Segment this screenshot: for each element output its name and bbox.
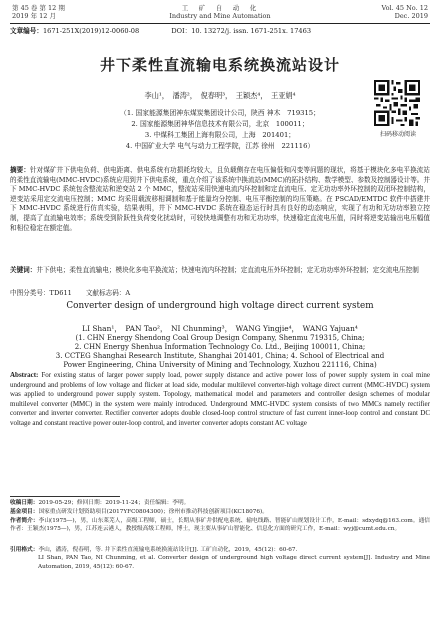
paper-title-en: Converter design of underground high voltage direct current system: [66, 301, 374, 311]
journal-name-en: Industry and Mine Automation: [169, 12, 271, 20]
affiliation-en-1: (1. CHN Energy Shendong Coal Group Design Company, Shenmu 719315, China;: [75, 334, 365, 342]
journal-volume-info-en: [382, 4, 428, 20]
footnote-label: 作者简介：: [10, 518, 39, 524]
footnote-text: 李山(1975—)，男，山东莱芜人，高级工程师，硕士，长期从事矿井供配电系统、输电线路、智能矿山规划设计工作，E-mail：sdxydq@163.com。通信作者：王颖杰(1975—)，男，江苏连云港人，教授级高级工程师，博士，现主要从事矿山智能化、信息化方面的研究工作，E-mail：wyj@cumt.edu.cn。: [10, 518, 430, 533]
article-number-label: 文章编号：: [10, 27, 43, 35]
abstract-cn-label: 摘要：: [10, 166, 31, 174]
footnote-label: 收稿日期：: [10, 500, 39, 506]
article-number: 1671-251X(2019)12-0060-08: [42, 27, 140, 35]
volume-line: 第 45 卷 第 12 期: [12, 4, 65, 12]
date-line: 2019 年 12 月: [12, 12, 57, 20]
affiliation-cn-4: 4. 中国矿业大学 电气与动力工程学院，江苏 徐州 221116）: [125, 142, 315, 150]
footnote-author-bio: [10, 517, 430, 534]
footnote-rule: [10, 496, 120, 497]
abstract-cn: [10, 166, 430, 233]
citation: [10, 546, 430, 571]
footnote-text: 国家重点研发计划资助项目(2017YFC0804300)；徐州市推动科技创新项目(KC18076)。: [38, 509, 268, 515]
journal-name: [0, 4, 440, 20]
keywords-cn: [10, 266, 430, 276]
affiliation-cn-3: 3. 中煤科工集团上海有限公司，上海 201401；: [144, 131, 296, 139]
authors-cn: 李山¹， 潘涛²， 倪春明³， 王颖杰⁴， 王亚娟⁴: [144, 91, 296, 100]
keywords-cn-label: 关键词：: [10, 266, 37, 274]
keywords-cn-text: 井下供电；柔性直流输电；模块化多电平换流站；快速电流内环控制；定直流电压外环控制；定无功功率外环控制；定交流电压控制: [36, 266, 419, 274]
article-meta: [10, 27, 430, 36]
citation-label: 引用格式：: [10, 547, 39, 553]
citation-cn: 李山，潘涛，倪春明，等. 井下柔性直流输电系统换流站设计[J]. 工矿自动化，2019，45(12)：60-67.: [38, 547, 298, 553]
doi: DOI：10. 13272/j. issn. 1671-251x. 17463: [171, 27, 312, 35]
footnote-received: [10, 499, 430, 507]
abstract-en-text: For existing status of larger power supply load, power supply distance and active power loss of power supply system in coal mine underground and problems of low voltage and flicker at load side, modular multilevel converter-high voltage direct current (MMC-HVDC) system was applied to underground power supply system. Topology, mathematical model and parameters and controller design schemes of modular multilevel converter (MMC) in the system were mainly introduced. Underground MMC-HVDC system consists of two MMCs namely rectifier converter and inverter converter. Rectifier converter adopts double closed-loop control structure of fast current inner-loop control and constant DC voltage and constant reactive power outer-loop control, and inverter converter adopts constant AC voltage: [10, 371, 430, 427]
clc-number: 中图分类号：TD611: [10, 289, 72, 297]
paper-title-cn: 井下柔性直流输电系统换流站设计: [99, 56, 340, 74]
citation-en: LI Shan, PAN Tao, NI Chunming, et al. Converter design of underground high voltage direct current system[J]. Industry and Mine Automation, 2019, 45(12): 60-67.: [38, 555, 430, 570]
header-rule: [10, 23, 430, 24]
classification: [10, 287, 430, 297]
qr-code-icon[interactable]: [374, 80, 420, 126]
abstract-en-label: Abstract:: [10, 371, 39, 379]
footnote-label: 基金项目：: [10, 509, 39, 515]
footnote-text: 2019-05-29；修回日期：2019-11-24；责任编辑：李明。: [38, 500, 190, 506]
affiliation-cn-1: （1. 国家能源集团神东煤炭集团设计公司，陕西 神木 719315；: [120, 109, 320, 117]
affiliation-en-3: 3. CCTEG Shanghai Research Institute, Shanghai 201401, China; 4. School of Electrical and: [55, 352, 385, 360]
abstract-cn-text: 针对煤矿井下供电负荷、供电距离、供电系统有功损耗均较大，且负载侧存在电压偏低和闪变等问题的现状，将基于模块化多电平换流站的柔性直流输电(MMC-HVDC)系统应用到井下供电系统，重点介绍了该系统中换流站(MMC)的拓扑结构、数学模型、参数及控制器设计等。井下 MMC-HVDC 系统包含整流站和逆变站 2 个 MMC，整流站采用快速电流内环控制和定直流电压、定无功功率外环控制的双闭环控制结构，逆变站采用定交流电压控制；MMC 均采用载波移相调制和基于能量均分控制、电压平衡控制的均压策略。在 PSCAD/EMTDC 软件中搭建井下 MMC-HVDC 系统进行仿真实验，结果表明，井下 MMC-HVDC 系统在稳态运行时具有良好的动态响应，实现了有功和无功功率独立控制，提高了直流输电效率；系统受到阶跃性负荷变化扰动时，可较快地调整有功和无功功率，快速稳定直流电压值，同时将逆变站输出电压幅值和相位稳定在额定值。: [10, 166, 431, 232]
journal-name-cn: 工 矿 自 动 化: [181, 4, 259, 12]
abstract-en: [10, 371, 430, 429]
footnote-funding: [10, 508, 430, 516]
authors-en: LI Shan¹， PAN Tao²， NI Chunming³， WANG Yingjie⁴， WANG Yajuan⁴: [82, 324, 358, 333]
volume-line-en: Vol. 45 No. 12: [381, 4, 428, 12]
affiliation-cn-2: 2. 国家能源集团神华信息技术有限公司，北京 100011；: [131, 120, 309, 128]
qr-caption: 扫码移动阅读: [379, 131, 416, 138]
affiliation-en-2: 2. CHN Energy Shenhua Information Technology Co. Ltd., Beijing 100011, China;: [74, 343, 366, 351]
affiliation-en-4: Power Engineering, China University of Mining and Technology, Xuzhou 221116, China): [63, 361, 377, 369]
date-line-en: Dec. 2019: [394, 12, 428, 20]
document-code: 文献标志码：A: [85, 289, 131, 297]
